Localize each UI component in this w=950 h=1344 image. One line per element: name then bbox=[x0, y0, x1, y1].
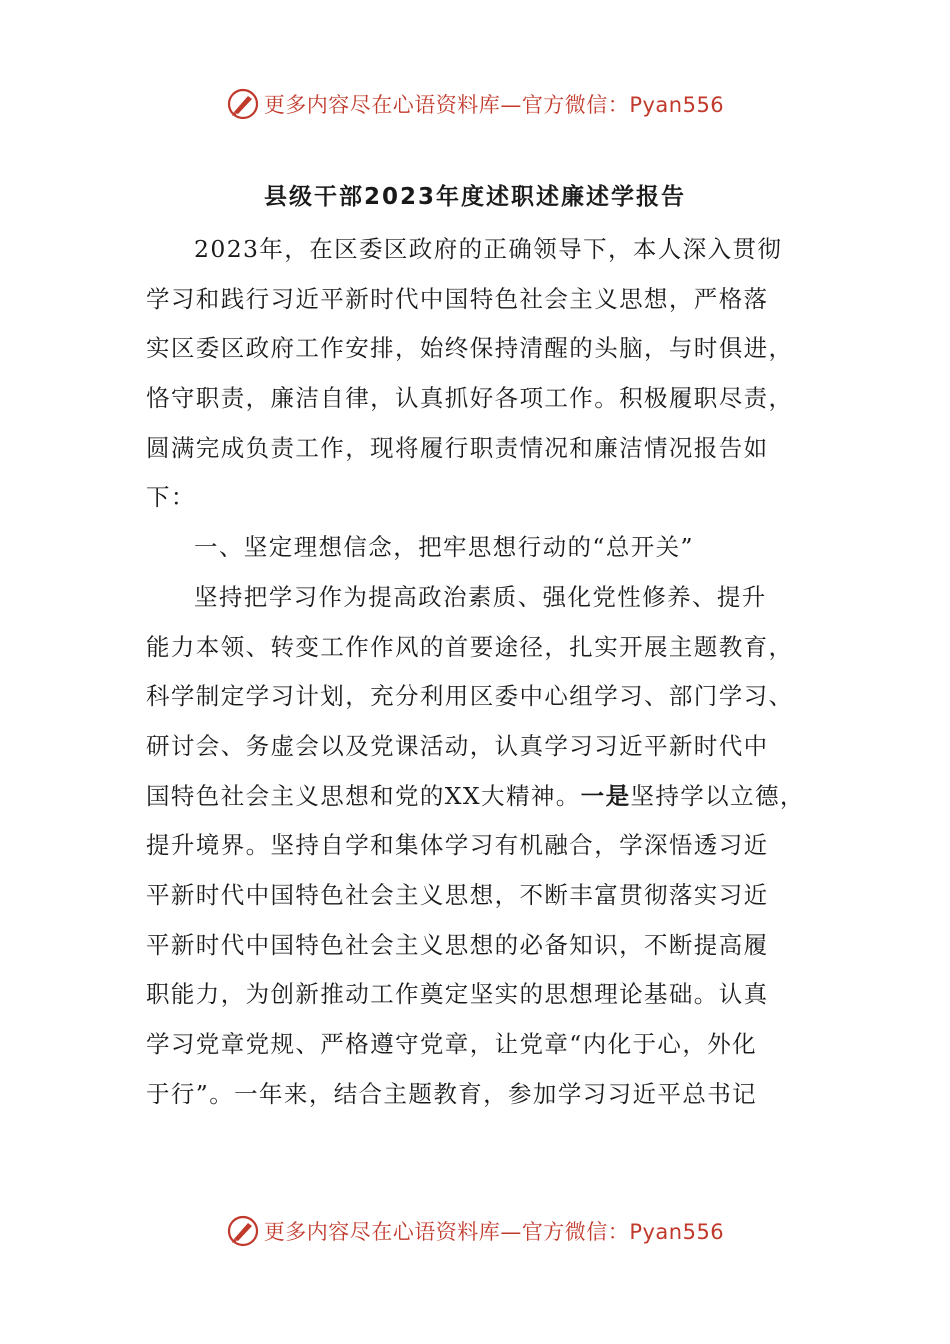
paragraph-line: 平新时代中国特色社会主义思想的必备知识，不断提高履 bbox=[146, 930, 769, 959]
paragraph-line: 圆满完成负责工作，现将履行职责情况和廉洁情况报告如 bbox=[146, 433, 769, 462]
line-text: 国特色社会主义思想和党的XX大精神。 bbox=[146, 781, 581, 810]
document-title: 县级干部2023年度述职述廉述学报告 bbox=[263, 184, 686, 210]
paragraph-line: 提升境界。坚持自学和集体学习有机融合，学深悟透习近 bbox=[146, 831, 769, 860]
paragraph-line: 职能力，为创新推动工作奠定坚实的思想理论基础。认真 bbox=[146, 980, 769, 1009]
paragraph-line: 学习党章党规、严格遵守党章，让党章“内化于心，外化 bbox=[146, 1030, 758, 1058]
paragraph-line: 平新时代中国特色社会主义思想，不断丰富贯彻落实习近 bbox=[146, 880, 769, 909]
paragraph-line: 恪守职责，廉洁自律，认真抓好各项工作。积极履职尽责， bbox=[146, 384, 794, 413]
banner-separator: — bbox=[500, 1220, 522, 1244]
header-watermark-banner bbox=[0, 84, 950, 124]
emphasis-text: 一是 bbox=[580, 781, 631, 810]
paragraph-line: 实区委区政府工作安排，始终保持清醒的头脑，与时俱进， bbox=[146, 334, 794, 363]
banner-text bbox=[264, 1216, 724, 1246]
paragraph-line: 学习和践行习近平新时代中国特色社会主义思想，严格落 bbox=[146, 284, 769, 313]
footer-watermark-banner bbox=[0, 1211, 950, 1251]
banner-wechat-label: 官方微信： bbox=[521, 93, 630, 117]
paragraph-line: 科学制定学习计划，充分利用区委中心组学习、部门学习、 bbox=[146, 682, 794, 711]
banner-separator: — bbox=[500, 93, 522, 117]
line-text: 坚持学以立德， bbox=[630, 781, 805, 810]
document-body bbox=[146, 225, 806, 1119]
banner-prefix: 更多内容尽在心语资料库 bbox=[263, 1220, 501, 1244]
banner-text bbox=[264, 89, 724, 119]
paragraph-line: 下： bbox=[146, 483, 196, 512]
paragraph-line: 2023年，在区委区政府的正确领导下，本人深入贯彻 bbox=[194, 235, 783, 263]
banner-wechat-id: Pyan556 bbox=[629, 1220, 725, 1244]
section-heading: 一、坚定理想信念，把牢思想行动的“总开关” bbox=[194, 533, 694, 562]
paragraph-line bbox=[146, 772, 806, 822]
pen-logo-icon bbox=[226, 1214, 260, 1248]
paragraph-line: 研讨会、务虚会以及党课活动，认真学习习近平新时代中 bbox=[146, 731, 769, 760]
banner-wechat-label: 官方微信： bbox=[521, 1220, 630, 1244]
banner-wechat-id: Pyan556 bbox=[629, 93, 725, 117]
paragraph-line: 能力本领、转变工作作风的首要途径，扎实开展主题教育， bbox=[146, 632, 794, 661]
pen-logo-icon bbox=[226, 87, 260, 121]
paragraph-line: 于行”。一年来，结合主题教育，参加学习习近平总书记 bbox=[146, 1079, 758, 1108]
paragraph-line: 坚持把学习作为提高政治素质、强化党性修养、提升 bbox=[194, 582, 767, 611]
banner-prefix: 更多内容尽在心语资料库 bbox=[263, 93, 501, 117]
